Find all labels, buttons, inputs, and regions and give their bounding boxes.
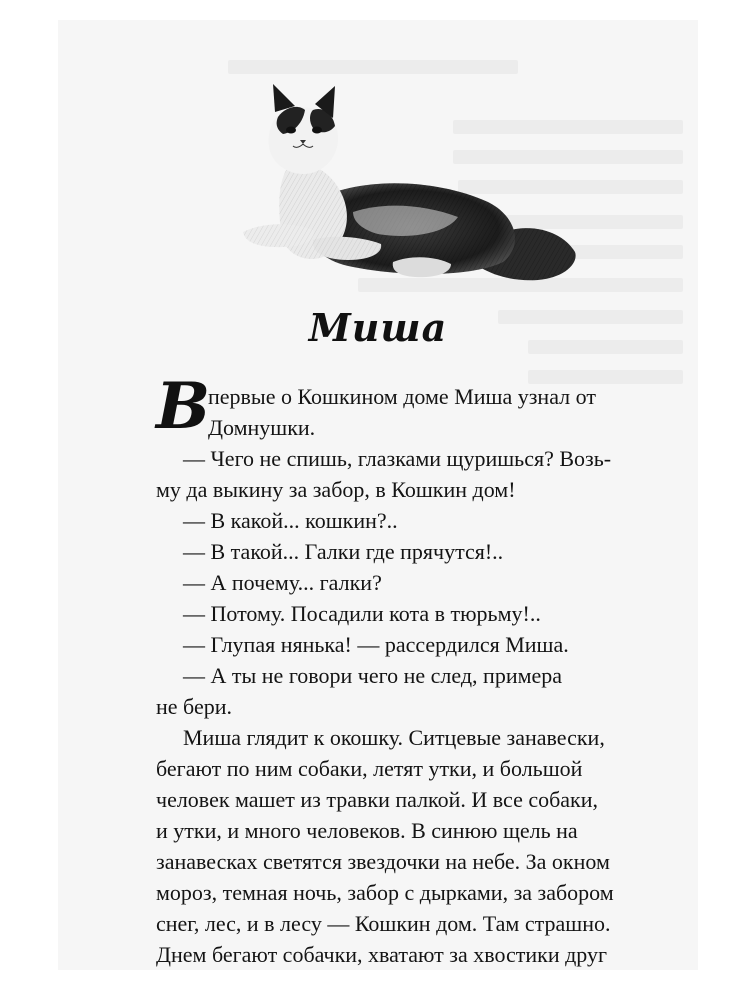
text-line: — В такой... Галки где прячутся!.. [183,539,504,564]
text-line: снег, лес, и в лесу — Кошкин дом. Там страшно. [156,911,611,936]
text-line: не бери. [156,694,232,719]
text-line: — А ты не говори чего не след, примера [183,663,563,688]
text-line: человек машет из травки палкой. И все собаки, [156,787,599,812]
text-line: Днем бегают собачки, хватают за хвостики друг [156,942,608,967]
text-line: му да выкину за забор, в Кошкин дом! [156,477,516,502]
book-page [58,20,698,970]
text-line: первые о Кошкином доме Миша узнал от [208,384,596,409]
text-line: Домнушки. [208,415,316,440]
text-line: мороз, темная ночь, забор с дырками, за забором [156,880,614,905]
text-line: и утки, и много человеков. В синюю щель на [156,818,578,843]
text-line: занавесках светятся звездочки на небе. За окном [156,849,610,874]
body-text [58,20,698,970]
text-line: — В какой... кошкин?.. [183,508,398,533]
text-line: — Чего не спишь, глазками щуришься? Возь- [183,446,612,471]
text-line: бегают по ним собаки, летят утки, и большой [156,756,583,781]
drop-cap-letter: В [156,369,211,444]
text-line: — А почему... галки? [183,570,382,595]
text-line: Миша глядит к окошку. Ситцевые занавески, [183,725,605,750]
text-line: — Глупая нянька! — рассердился Миша. [183,632,569,657]
text-line: — Потому. Посадили кота в тюрьму!.. [183,601,541,626]
chapter-title: Миша [308,305,448,350]
